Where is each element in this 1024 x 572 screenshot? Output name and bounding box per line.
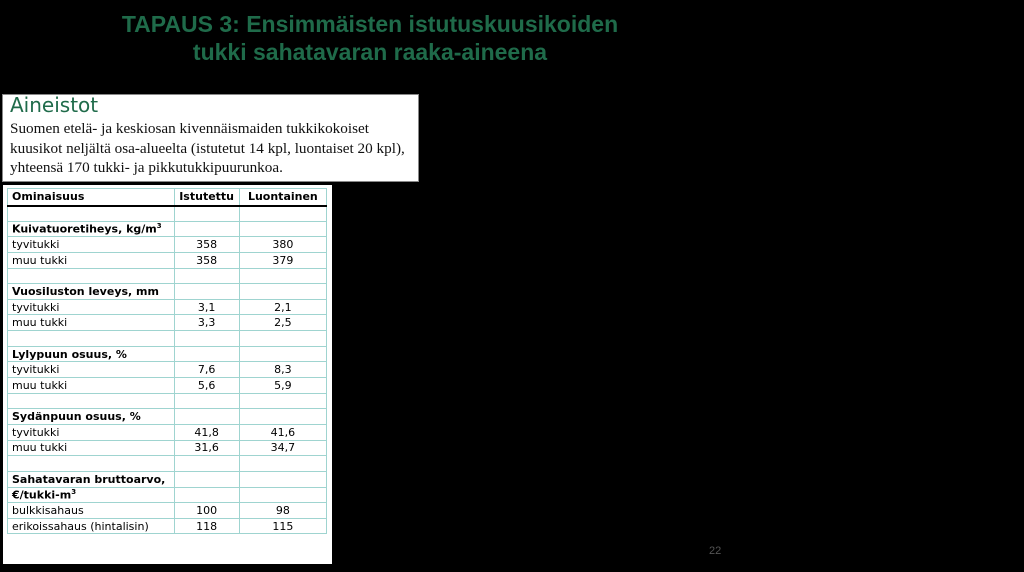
row-label: muu tukki	[8, 252, 175, 268]
blank-cell	[239, 456, 326, 472]
materials-box	[2, 94, 419, 182]
section-label: Sydänpuun osuus, %	[8, 409, 175, 425]
table-row	[8, 268, 327, 284]
planted-value: 31,6	[174, 440, 239, 456]
natural-value: 34,7	[239, 440, 326, 456]
table-row	[8, 284, 327, 300]
planted-value: 3,3	[174, 315, 239, 331]
table-row	[8, 346, 327, 362]
blank-cell	[174, 221, 239, 237]
natural-value: 8,3	[239, 362, 326, 378]
planted-value: 100	[174, 503, 239, 519]
section-label: Vuosiluston leveys, mm	[8, 284, 175, 300]
superscript: 3	[156, 222, 162, 231]
blank-cell	[8, 393, 175, 409]
materials-text: Suomen etelä- ja keskiosan kivennäismaiden tukkikokoiset kuusikot neljältä osa-alueelta (istutetut 14 kpl, luontaiset 20 kpl), yhteensä 170 tukki- ja pikkutukkipuurunkoa.	[10, 120, 405, 176]
blank-cell	[174, 393, 239, 409]
row-label: tyvitukki	[8, 237, 175, 253]
properties-table-panel	[3, 185, 332, 564]
row-label: tyvitukki	[8, 362, 175, 378]
table-row	[8, 378, 327, 394]
row-label: muu tukki	[8, 378, 175, 394]
table-row	[8, 237, 327, 253]
table-row	[8, 252, 327, 268]
row-label: tyvitukki	[8, 299, 175, 315]
blank-cell	[239, 284, 326, 300]
blank-cell	[8, 268, 175, 284]
blank-cell	[239, 346, 326, 362]
table-row	[8, 487, 327, 503]
row-label: erikoissahaus (hintalisin)	[8, 518, 175, 534]
natural-value: 41,6	[239, 424, 326, 440]
page-number: 22	[709, 545, 722, 557]
natural-value: 379	[239, 252, 326, 268]
blank-cell	[239, 221, 326, 237]
table-row	[8, 393, 327, 409]
blank-cell	[174, 456, 239, 472]
table-row	[8, 424, 327, 440]
planted-value: 358	[174, 237, 239, 253]
superscript: 3	[71, 488, 77, 497]
natural-value: 380	[239, 237, 326, 253]
table-row	[8, 440, 327, 456]
blank-cell	[174, 346, 239, 362]
section-label: $€/tukki-m^3$	[8, 487, 175, 503]
table-header-row	[8, 189, 327, 206]
blank-cell	[8, 206, 175, 222]
section-label: Kuivatuoretiheys, $kg/m^3$	[8, 221, 175, 237]
blank-cell	[239, 471, 326, 487]
table-row	[8, 206, 327, 222]
slide-title-line-1: TAPAUS 3: Ensimmäisten istutuskuusikoiden	[121, 11, 619, 37]
blank-cell	[174, 409, 239, 425]
natural-value: 5,9	[239, 378, 326, 394]
blank-cell	[239, 409, 326, 425]
planted-value: 118	[174, 518, 239, 534]
table-row	[8, 518, 327, 534]
row-label: tyvitukki	[8, 424, 175, 440]
section-label: Sahatavaran bruttoarvo,	[8, 471, 175, 487]
blank-cell	[239, 331, 326, 347]
table-row	[8, 503, 327, 519]
planted-value: 7,6	[174, 362, 239, 378]
natural-value: 2,5	[239, 315, 326, 331]
blank-cell	[174, 471, 239, 487]
table-row	[8, 409, 327, 425]
row-label: muu tukki	[8, 315, 175, 331]
table-row	[8, 315, 327, 331]
blank-cell	[239, 206, 326, 222]
blank-cell	[8, 456, 175, 472]
table-row	[8, 331, 327, 347]
section-label: Lylypuun osuus, %	[8, 346, 175, 362]
natural-value: 2,1	[239, 299, 326, 315]
table-row	[8, 299, 327, 315]
table-row	[8, 221, 327, 237]
header-property: Ominaisuus	[8, 189, 175, 206]
blank-cell	[174, 268, 239, 284]
table-row	[8, 471, 327, 487]
materials-heading: Aineistot	[10, 93, 99, 117]
slide-title	[0, 10, 740, 66]
row-label: bulkkisahaus	[8, 503, 175, 519]
slide-title-line-2: tukki sahatavaran raaka-aineena	[192, 39, 548, 65]
blank-cell	[8, 331, 175, 347]
header-natural: Luontainen	[239, 189, 326, 206]
table-row	[8, 362, 327, 378]
row-label: muu tukki	[8, 440, 175, 456]
blank-cell	[174, 331, 239, 347]
properties-table	[7, 188, 327, 534]
planted-value: 358	[174, 252, 239, 268]
blank-cell	[239, 393, 326, 409]
natural-value: 115	[239, 518, 326, 534]
blank-cell	[174, 487, 239, 503]
planted-value: 41,8	[174, 424, 239, 440]
blank-cell	[174, 206, 239, 222]
blank-cell	[239, 487, 326, 503]
natural-value: 98	[239, 503, 326, 519]
planted-value: 5,6	[174, 378, 239, 394]
blank-cell	[174, 284, 239, 300]
header-planted: Istutettu	[174, 189, 239, 206]
planted-value: 3,1	[174, 299, 239, 315]
table-row	[8, 456, 327, 472]
blank-cell	[239, 268, 326, 284]
